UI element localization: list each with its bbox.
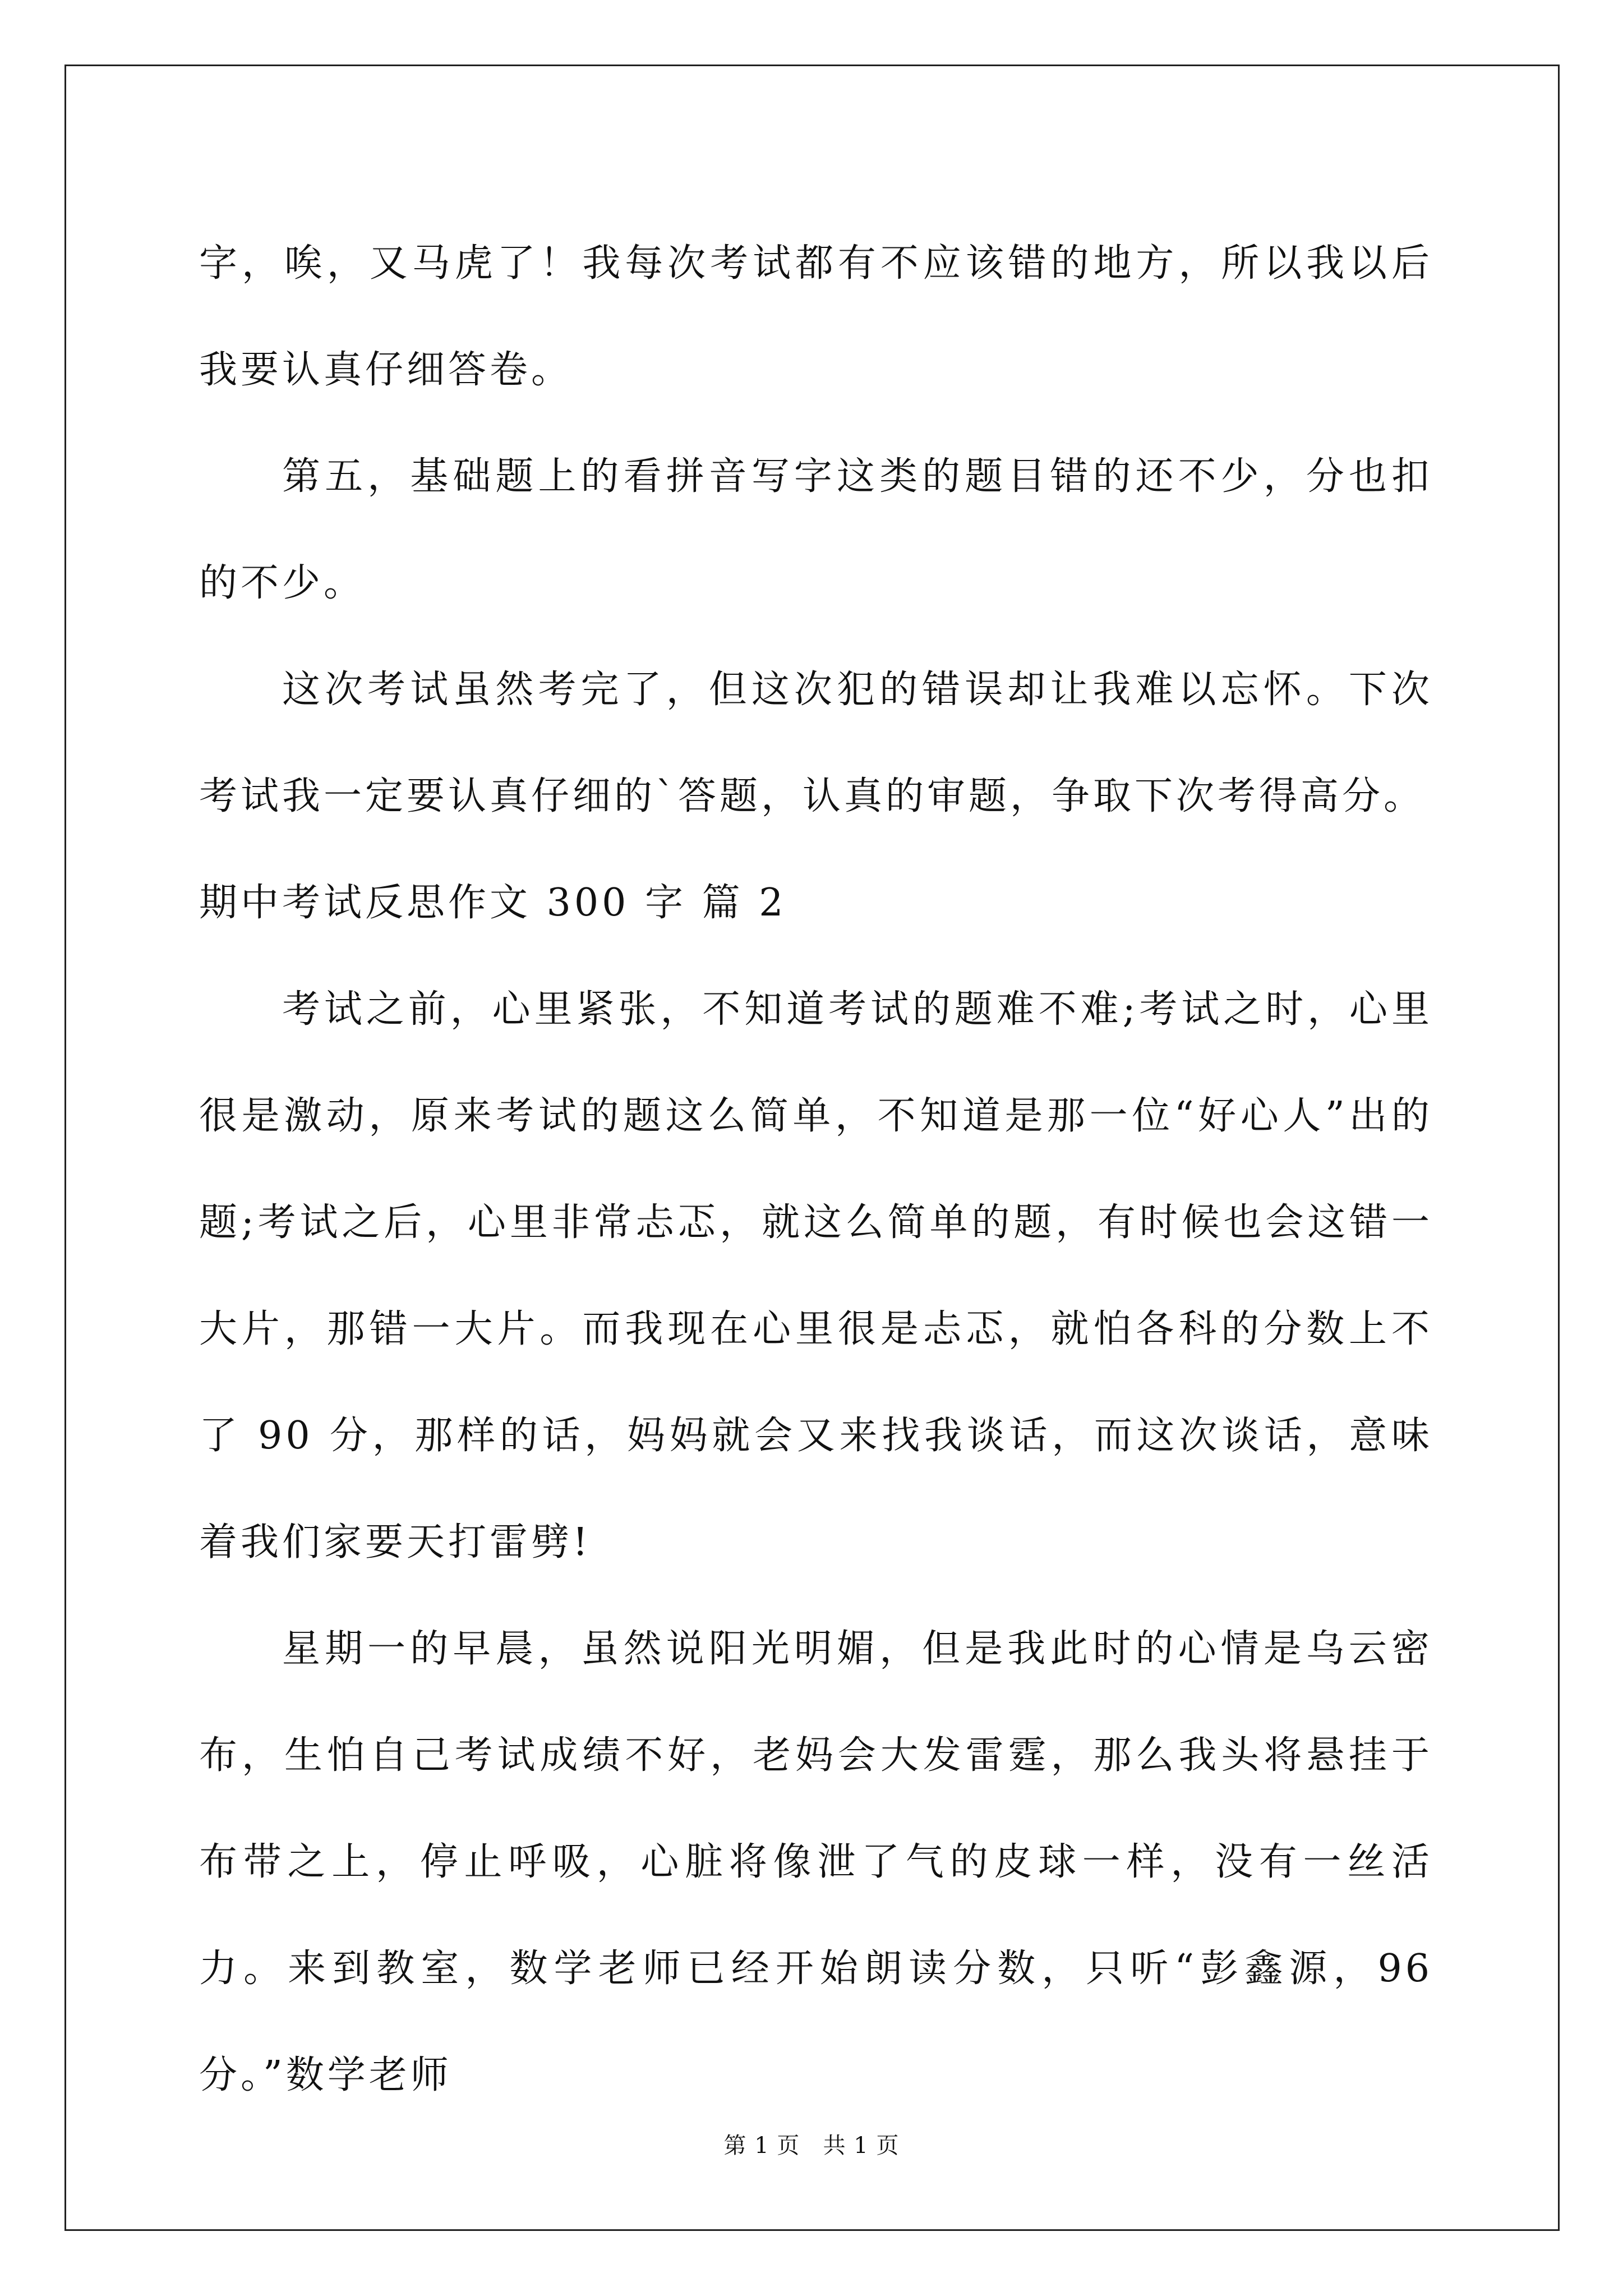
paragraph-1: 字，唉，又马虎了！我每次考试都有不应该错的地方，所以我以后我要认真仔细答卷。 <box>199 241 1433 392</box>
paragraph-2: 第五，基础题上的看拼音写字这类的题目错的还不少，分也扣的不少。 <box>199 454 1433 605</box>
document-body <box>199 210 1433 2129</box>
paragraph-3: 这次考试虽然考完了，但这次犯的错误却让我难以忘怀。下次考试我一定要认真仔细的`答题，认真的审题，争取下次考得高分。 <box>199 668 1433 818</box>
paragraph-5: 星期一的早晨，虽然说阳光明媚，但是我此时的心情是乌云密布，生怕自己考试成绩不好，老妈会大发雷霆，那么我头将悬挂于布带之上，停止呼吸，心脏将像泄了气的皮球一样，没有一丝活力。来到教室，数学老师已经开始朗读分数，只听“彭鑫源，96 分。”数学老师 <box>199 1627 1433 2097</box>
page-number: 第 1 页 <box>723 2133 800 2159</box>
paragraph-4: 考试之前，心里紧张，不知道考试的题难不难;考试之时，心里很是激动，原来考试的题这么简单，不知道是那一位“好心人”出的题;考试之后，心里非常忐忑，就这么简单的题，有时候也会这错一大片，那错一大片。而我现在心里很是忐忑，就怕各科的分数上不了 90 分，那样的话，妈妈就会又来找我谈话，而这次谈话，意味着我们家要天打雷劈! <box>199 987 1433 1565</box>
page-total: 共 1 页 <box>823 2133 900 2159</box>
section-heading: 期中考试反思作文 300 字 篇 2 <box>199 881 787 925</box>
page-footer <box>0 2129 1623 2162</box>
